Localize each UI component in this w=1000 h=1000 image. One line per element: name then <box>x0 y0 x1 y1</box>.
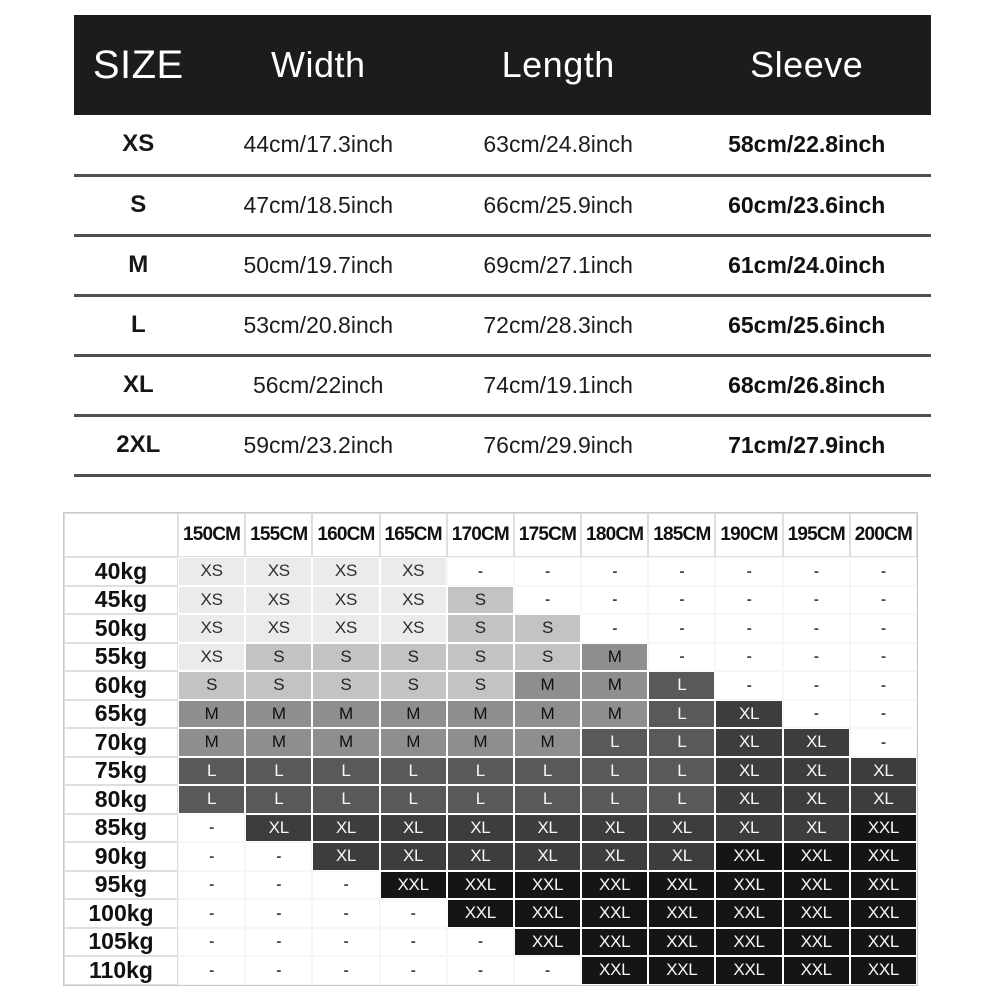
fit-cell-xl: XL <box>648 814 715 843</box>
size-row-l <box>74 295 931 355</box>
fit-cell-xl: XL <box>715 700 782 729</box>
fit-cell-xxl: XXL <box>850 842 917 871</box>
fit-cell-xl: XL <box>715 785 782 814</box>
fit-cell-l: L <box>178 757 245 786</box>
height-header-155cm: 155CM <box>245 513 312 557</box>
fit-cell-l: L <box>648 757 715 786</box>
fit-cell-empty: - <box>380 899 447 928</box>
fit-cell-empty: - <box>245 928 312 957</box>
fit-cell-xl: XL <box>447 814 514 843</box>
fit-cell-empty: - <box>850 700 917 729</box>
fit-cell-empty: - <box>581 614 648 643</box>
fit-cell-xs: XS <box>245 614 312 643</box>
fit-cell-xxl: XXL <box>581 956 648 985</box>
sleeve-value: 65cm/25.6inch <box>728 311 886 338</box>
sleeve-value: 58cm/22.8inch <box>728 130 886 157</box>
fit-cell-empty: - <box>850 728 917 757</box>
fit-cell-l: L <box>312 785 379 814</box>
fit-cell-s: S <box>312 643 379 672</box>
length-column-header: Length <box>501 44 615 85</box>
size-row-s <box>74 175 931 235</box>
size-label: 2XL <box>116 431 161 458</box>
fit-cell-s: S <box>514 614 581 643</box>
weight-label-70kg: 70kg <box>64 728 178 757</box>
fit-cell-xxl: XXL <box>581 871 648 900</box>
fit-cell-empty: - <box>514 956 581 985</box>
fit-cell-xl: XL <box>850 757 917 786</box>
fit-cell-empty: - <box>245 899 312 928</box>
fit-cell-empty: - <box>850 586 917 615</box>
fit-cell-s: S <box>514 643 581 672</box>
fit-cell-empty: - <box>783 643 850 672</box>
fit-cell-l: L <box>380 757 447 786</box>
size-row-2xl <box>74 415 931 475</box>
fit-cell-m: M <box>514 671 581 700</box>
fit-cell-xxl: XXL <box>581 899 648 928</box>
width-value: 50cm/19.7inch <box>243 251 394 278</box>
size-recommendation-matrix <box>63 512 918 986</box>
fit-cell-empty: - <box>783 557 850 586</box>
fit-cell-m: M <box>514 700 581 729</box>
fit-cell-l: L <box>312 757 379 786</box>
fit-cell-empty: - <box>648 614 715 643</box>
width-column-header: Width <box>270 44 366 85</box>
fit-cell-xxl: XXL <box>783 871 850 900</box>
fit-cell-s: S <box>447 643 514 672</box>
fit-cell-empty: - <box>245 842 312 871</box>
fit-cell-m: M <box>447 728 514 757</box>
fit-cell-l: L <box>245 785 312 814</box>
height-header-170cm: 170CM <box>447 513 514 557</box>
fit-cell-empty: - <box>715 643 782 672</box>
fit-cell-xl: XL <box>581 814 648 843</box>
fit-cell-xxl: XXL <box>850 814 917 843</box>
length-value: 63cm/24.8inch <box>483 130 633 157</box>
weight-label-90kg: 90kg <box>64 842 178 871</box>
fit-cell-empty: - <box>245 871 312 900</box>
fit-cell-empty: - <box>312 871 379 900</box>
fit-cell-l: L <box>245 757 312 786</box>
fit-cell-empty: - <box>783 671 850 700</box>
fit-cell-xl: XL <box>514 814 581 843</box>
fit-cell-xl: XL <box>514 842 581 871</box>
fit-cell-empty: - <box>850 557 917 586</box>
width-value: 59cm/23.2inch <box>243 431 394 458</box>
fit-cell-empty: - <box>581 557 648 586</box>
fit-cell-empty: - <box>783 586 850 615</box>
fit-cell-l: L <box>581 757 648 786</box>
fit-cell-xxl: XXL <box>648 956 715 985</box>
fit-cell-xl: XL <box>783 785 850 814</box>
fit-cell-empty: - <box>447 928 514 957</box>
fit-cell-l: L <box>648 785 715 814</box>
fit-cell-xl: XL <box>380 814 447 843</box>
fit-cell-xxl: XXL <box>715 842 782 871</box>
height-header-175cm: 175CM <box>514 513 581 557</box>
fit-cell-xxl: XXL <box>715 928 782 957</box>
fit-cell-empty: - <box>312 899 379 928</box>
weight-label-85kg: 85kg <box>64 814 178 843</box>
fit-cell-empty: - <box>715 586 782 615</box>
fit-cell-empty: - <box>178 814 245 843</box>
weight-label-75kg: 75kg <box>64 757 178 786</box>
fit-cell-empty: - <box>783 614 850 643</box>
weight-label-110kg: 110kg <box>64 956 178 985</box>
fit-cell-l: L <box>581 785 648 814</box>
fit-cell-xxl: XXL <box>715 871 782 900</box>
fit-cell-empty: - <box>380 928 447 957</box>
sleeve-column-header: Sleeve <box>750 44 864 85</box>
fit-cell-empty: - <box>178 871 245 900</box>
weight-label-95kg: 95kg <box>64 871 178 900</box>
size-table-body <box>74 115 931 475</box>
width-value: 47cm/18.5inch <box>243 191 394 218</box>
fit-matrix-grid <box>64 513 917 985</box>
fit-cell-empty: - <box>581 586 648 615</box>
fit-cell-m: M <box>514 728 581 757</box>
fit-cell-xs: XS <box>178 614 245 643</box>
fit-cell-m: M <box>581 643 648 672</box>
fit-cell-m: M <box>312 700 379 729</box>
fit-cell-empty: - <box>850 643 917 672</box>
fit-cell-xl: XL <box>850 785 917 814</box>
fit-cell-empty: - <box>447 956 514 985</box>
width-value: 53cm/20.8inch <box>243 311 394 338</box>
fit-cell-s: S <box>178 671 245 700</box>
fit-cell-s: S <box>380 643 447 672</box>
fit-cell-xxl: XXL <box>715 899 782 928</box>
fit-cell-xxl: XXL <box>514 928 581 957</box>
fit-cell-empty: - <box>514 557 581 586</box>
sleeve-value: 68cm/26.8inch <box>728 371 886 398</box>
fit-cell-xs: XS <box>312 557 379 586</box>
fit-cell-empty: - <box>648 586 715 615</box>
fit-cell-xs: XS <box>380 614 447 643</box>
weight-label-80kg: 80kg <box>64 785 178 814</box>
fit-cell-m: M <box>245 728 312 757</box>
fit-cell-xl: XL <box>380 842 447 871</box>
sleeve-value: 61cm/24.0inch <box>728 251 886 278</box>
fit-cell-s: S <box>447 671 514 700</box>
weight-label-50kg: 50kg <box>64 614 178 643</box>
fit-cell-xs: XS <box>178 643 245 672</box>
size-label: M <box>128 251 149 278</box>
fit-cell-empty: - <box>850 614 917 643</box>
fit-cell-l: L <box>514 785 581 814</box>
fit-cell-m: M <box>178 700 245 729</box>
fit-cell-empty: - <box>312 928 379 957</box>
weight-label-105kg: 105kg <box>64 928 178 957</box>
fit-cell-l: L <box>648 671 715 700</box>
height-header-165cm: 165CM <box>380 513 447 557</box>
height-header-185cm: 185CM <box>648 513 715 557</box>
fit-cell-xxl: XXL <box>514 899 581 928</box>
size-label: S <box>130 191 147 218</box>
size-label: XS <box>122 130 155 158</box>
fit-cell-empty: - <box>514 586 581 615</box>
fit-cell-l: L <box>514 757 581 786</box>
fit-cell-xxl: XXL <box>783 956 850 985</box>
fit-cell-empty: - <box>850 671 917 700</box>
fit-cell-xl: XL <box>715 757 782 786</box>
weight-label-60kg: 60kg <box>64 671 178 700</box>
fit-cell-xl: XL <box>447 842 514 871</box>
fit-cell-empty: - <box>178 842 245 871</box>
length-value: 72cm/28.3inch <box>483 311 633 338</box>
fit-cell-m: M <box>178 728 245 757</box>
fit-cell-xxl: XXL <box>783 842 850 871</box>
fit-cell-l: L <box>648 728 715 757</box>
length-value: 66cm/25.9inch <box>483 191 633 218</box>
fit-cell-xl: XL <box>648 842 715 871</box>
fit-cell-empty: - <box>245 956 312 985</box>
fit-cell-xl: XL <box>783 728 850 757</box>
size-row-xs <box>74 115 931 175</box>
fit-cell-xxl: XXL <box>648 871 715 900</box>
fit-cell-xl: XL <box>715 814 782 843</box>
fit-cell-xs: XS <box>312 614 379 643</box>
weight-label-65kg: 65kg <box>64 700 178 729</box>
fit-cell-xl: XL <box>245 814 312 843</box>
size-label: XL <box>122 371 154 398</box>
fit-cell-empty: - <box>178 928 245 957</box>
fit-cell-s: S <box>312 671 379 700</box>
fit-cell-empty: - <box>783 700 850 729</box>
weight-label-55kg: 55kg <box>64 643 178 672</box>
fit-cell-empty: - <box>178 956 245 985</box>
fit-cell-m: M <box>581 671 648 700</box>
length-value: 74cm/19.1inch <box>483 371 633 398</box>
fit-cell-xxl: XXL <box>850 956 917 985</box>
fit-cell-xxl: XXL <box>447 899 514 928</box>
sleeve-value: 60cm/23.6inch <box>728 191 886 218</box>
fit-cell-xxl: XXL <box>715 956 782 985</box>
width-value: 56cm/22inch <box>253 371 384 398</box>
fit-cell-xxl: XXL <box>648 899 715 928</box>
length-value: 76cm/29.9inch <box>483 431 633 458</box>
fit-cell-l: L <box>447 785 514 814</box>
fit-cell-xl: XL <box>581 842 648 871</box>
fit-cell-xs: XS <box>245 557 312 586</box>
fit-cell-empty: - <box>715 671 782 700</box>
height-header-190cm: 190CM <box>715 513 782 557</box>
fit-cell-xxl: XXL <box>648 928 715 957</box>
size-row-m <box>74 235 931 295</box>
fit-cell-m: M <box>380 700 447 729</box>
height-header-195cm: 195CM <box>783 513 850 557</box>
fit-cell-empty: - <box>380 956 447 985</box>
fit-cell-xl: XL <box>783 814 850 843</box>
fit-cell-xxl: XXL <box>850 899 917 928</box>
weight-label-45kg: 45kg <box>64 586 178 615</box>
fit-cell-xxl: XXL <box>380 871 447 900</box>
fit-cell-s: S <box>447 614 514 643</box>
size-column-header: SIZE <box>92 42 184 87</box>
fit-cell-xs: XS <box>245 586 312 615</box>
height-header-200cm: 200CM <box>850 513 917 557</box>
height-header-150cm: 150CM <box>178 513 245 557</box>
fit-cell-m: M <box>245 700 312 729</box>
fit-cell-xs: XS <box>312 586 379 615</box>
sleeve-value: 71cm/27.9inch <box>728 431 886 458</box>
fit-cell-empty: - <box>648 557 715 586</box>
weight-label-100kg: 100kg <box>64 899 178 928</box>
fit-cell-xxl: XXL <box>783 899 850 928</box>
fit-cell-empty: - <box>715 557 782 586</box>
fit-cell-m: M <box>380 728 447 757</box>
fit-cell-xxl: XXL <box>850 871 917 900</box>
fit-cell-s: S <box>245 643 312 672</box>
fit-cell-m: M <box>581 700 648 729</box>
fit-cell-m: M <box>447 700 514 729</box>
fit-cell-l: L <box>447 757 514 786</box>
fit-cell-xxl: XXL <box>447 871 514 900</box>
fit-cell-xs: XS <box>178 586 245 615</box>
matrix-corner-cell <box>64 513 178 557</box>
fit-cell-empty: - <box>312 956 379 985</box>
length-value: 69cm/27.1inch <box>483 251 633 278</box>
fit-cell-l: L <box>581 728 648 757</box>
fit-cell-xxl: XXL <box>850 928 917 957</box>
fit-cell-m: M <box>312 728 379 757</box>
fit-cell-s: S <box>447 586 514 615</box>
fit-cell-s: S <box>245 671 312 700</box>
fit-cell-xs: XS <box>380 557 447 586</box>
fit-cell-empty: - <box>178 899 245 928</box>
fit-cell-xl: XL <box>312 842 379 871</box>
height-header-180cm: 180CM <box>581 513 648 557</box>
fit-cell-l: L <box>178 785 245 814</box>
weight-label-40kg: 40kg <box>64 557 178 586</box>
fit-cell-xs: XS <box>178 557 245 586</box>
size-measurement-table <box>74 15 931 477</box>
fit-cell-l: L <box>648 700 715 729</box>
width-value: 44cm/17.3inch <box>243 130 394 157</box>
fit-cell-xxl: XXL <box>581 928 648 957</box>
fit-cell-xl: XL <box>715 728 782 757</box>
fit-cell-xs: XS <box>380 586 447 615</box>
fit-cell-empty: - <box>447 557 514 586</box>
fit-cell-empty: - <box>648 643 715 672</box>
size-label: L <box>130 311 146 338</box>
fit-cell-xl: XL <box>312 814 379 843</box>
size-table-header-row <box>74 15 931 115</box>
fit-cell-xxl: XXL <box>783 928 850 957</box>
height-header-160cm: 160CM <box>312 513 379 557</box>
fit-cell-s: S <box>380 671 447 700</box>
fit-cell-l: L <box>380 785 447 814</box>
size-row-xl <box>74 355 931 415</box>
fit-cell-xxl: XXL <box>514 871 581 900</box>
fit-cell-xl: XL <box>783 757 850 786</box>
fit-cell-empty: - <box>715 614 782 643</box>
